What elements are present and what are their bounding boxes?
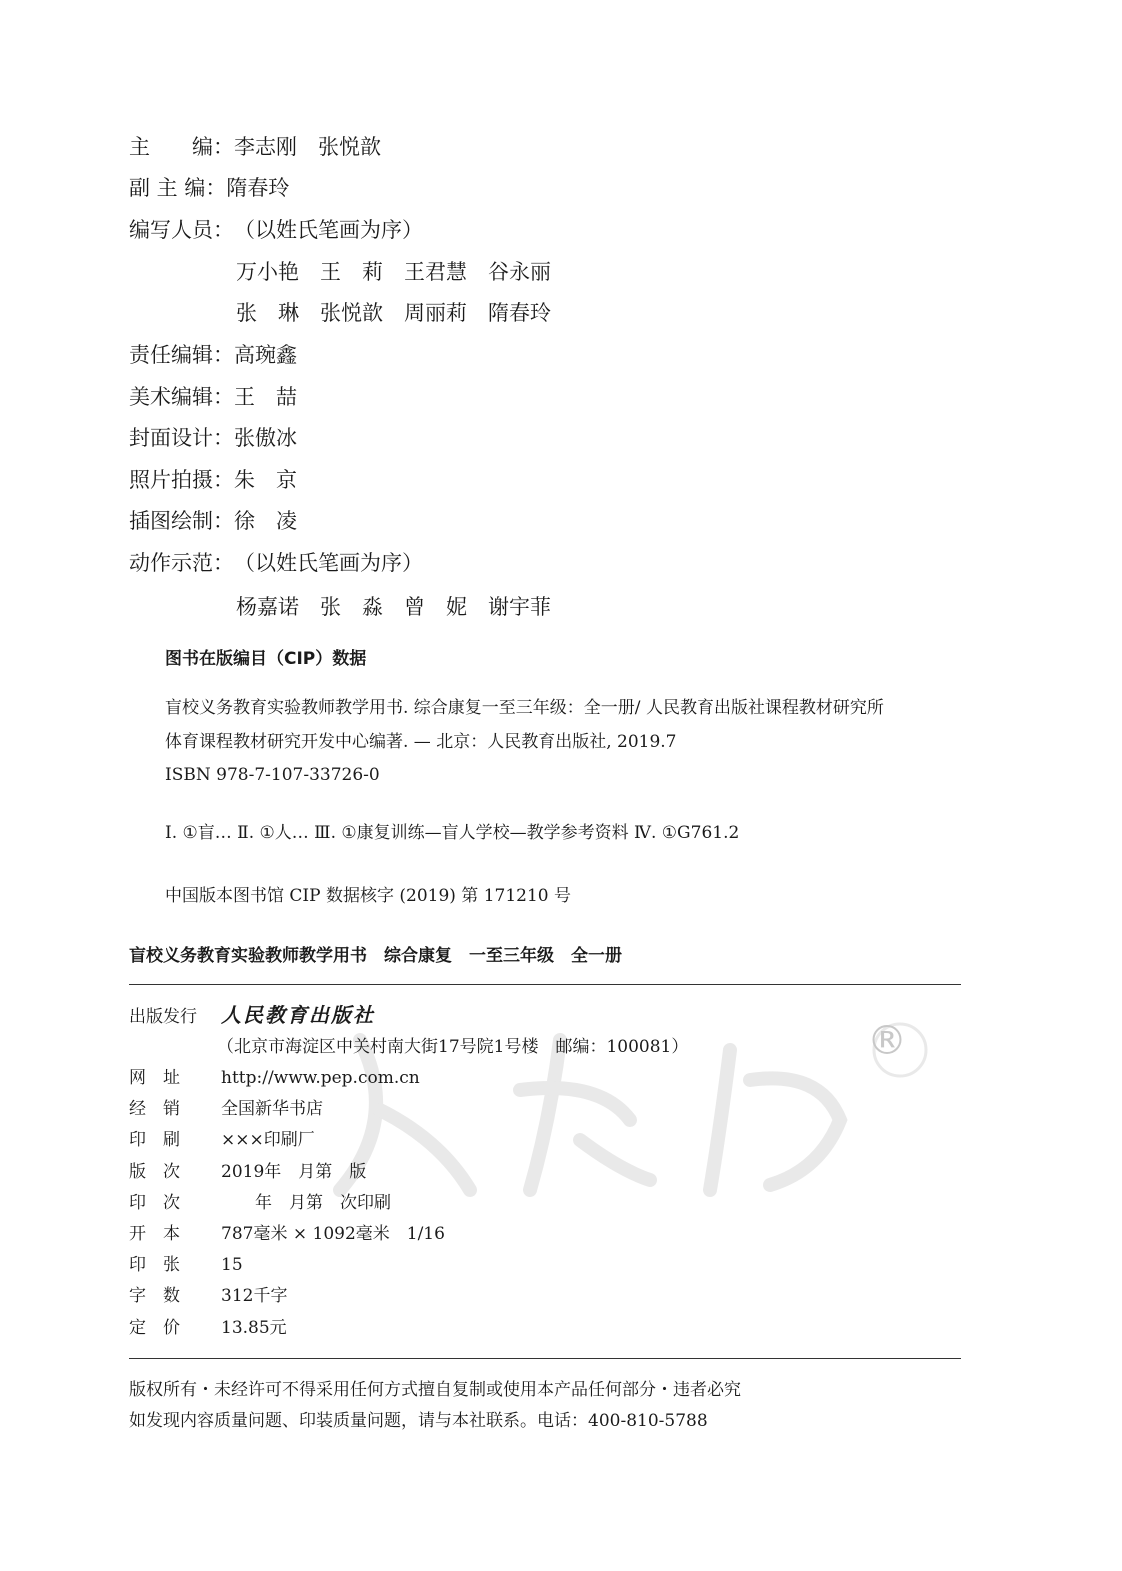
publisher-row bbox=[129, 1003, 375, 1029]
publication-row bbox=[129, 1097, 323, 1121]
publication-row bbox=[129, 1191, 391, 1215]
publication-row-value: 2019年 月第 版 bbox=[221, 1161, 367, 1182]
art-editor-value: 王 喆 bbox=[234, 385, 297, 409]
publication-row-value: http://www.pep.com.cn bbox=[221, 1068, 420, 1088]
series-title: 盲校义务教育实验教师教学用书 综合康复 一至三年级 全一册 bbox=[129, 946, 622, 966]
chief-editor-value: 李志刚 张悦歆 bbox=[234, 135, 381, 159]
publication-row bbox=[129, 1160, 366, 1184]
registered-mark-icon: ® bbox=[867, 1018, 907, 1064]
demonstration-row-1: 杨嘉诺 张 淼 曾 妮 谢宇菲 bbox=[236, 595, 551, 619]
publication-row-label: 版 次 bbox=[129, 1161, 180, 1182]
divider-bottom bbox=[129, 1358, 961, 1359]
art-editor-line bbox=[129, 383, 297, 411]
publication-row bbox=[129, 1222, 445, 1246]
publication-row-value: ×××印刷厂 bbox=[221, 1130, 315, 1151]
copyright-notice: 版权所有・未经许可不得采用任何方式擅自复制或使用本产品任何部分・违者必究 bbox=[129, 1380, 741, 1400]
writers-note: （以姓氏笔画为序） bbox=[234, 218, 423, 242]
publication-row-value: 13.85元 bbox=[221, 1317, 287, 1338]
publication-row-value: 年 月第 次印刷 bbox=[221, 1192, 391, 1213]
cip-heading: 图书在版编目（CIP）数据 bbox=[165, 649, 367, 669]
illustration-value: 徐 凌 bbox=[234, 509, 297, 533]
divider-top bbox=[129, 984, 961, 985]
cover-design-label: 封面设计： bbox=[129, 426, 234, 450]
publication-row-label: 网 址 bbox=[129, 1068, 180, 1088]
writers-line bbox=[129, 216, 423, 244]
contact-notice: 如发现内容质量问题、印装质量问题，请与本社联系。电话：400-810-5788 bbox=[129, 1411, 708, 1431]
publisher-address: （北京市海淀区中关村南大街17号院1号楼 邮编：100081） bbox=[217, 1037, 689, 1057]
responsible-editor-line bbox=[129, 341, 297, 369]
demonstration-label: 动作示范： bbox=[129, 551, 234, 575]
photography-line bbox=[129, 466, 297, 494]
publication-row-value: 全国新华书店 bbox=[221, 1099, 323, 1120]
writers-row-2: 张 琳 张悦歆 周丽莉 隋春玲 bbox=[236, 301, 551, 325]
cip-line-1: 盲校义务教育实验教师教学用书. 综合康复一至三年级：全一册/ 人民教育出版社课程教材研究所 bbox=[165, 698, 884, 718]
chief-editor-line bbox=[129, 133, 381, 161]
publication-row-value: 15 bbox=[221, 1255, 243, 1276]
photography-label: 照片拍摄： bbox=[129, 468, 234, 492]
illustration-line bbox=[129, 507, 297, 535]
publication-row bbox=[129, 1128, 315, 1152]
deputy-editor-value: 隋春玲 bbox=[226, 176, 290, 200]
publication-row-label: 定 价 bbox=[129, 1317, 180, 1338]
publisher-label: 出版发行 bbox=[129, 1007, 197, 1027]
photography-value: 朱 京 bbox=[234, 468, 297, 492]
cover-design-line bbox=[129, 424, 297, 452]
publication-row-label: 印 张 bbox=[129, 1255, 180, 1276]
publication-row-label: 开 本 bbox=[129, 1224, 180, 1244]
publication-row-label: 经 销 bbox=[129, 1099, 180, 1120]
publication-row bbox=[129, 1253, 243, 1277]
publication-row-value: 312千字 bbox=[221, 1286, 288, 1307]
demonstration-line bbox=[129, 549, 423, 577]
writers-row-1: 万小艳 王 莉 王君慧 谷永丽 bbox=[236, 260, 551, 284]
publication-row bbox=[129, 1284, 287, 1308]
responsible-editor-value: 高琬鑫 bbox=[234, 343, 297, 367]
illustration-label: 插图绘制： bbox=[129, 509, 234, 533]
art-editor-label: 美术编辑： bbox=[129, 385, 234, 409]
publication-row-label: 印 刷 bbox=[129, 1130, 180, 1151]
publication-row-value: 787毫米 × 1092毫米 1/16 bbox=[221, 1224, 445, 1244]
publication-row bbox=[129, 1066, 420, 1090]
deputy-editor-label: 副 主 编： bbox=[129, 176, 227, 200]
cip-line-2: 体育课程教材研究开发中心编著. — 北京：人民教育出版社, 2019.7 bbox=[165, 732, 677, 752]
watermark-logo bbox=[300, 1000, 940, 1200]
cip-classification: Ⅰ. ①盲… Ⅱ. ①人… Ⅲ. ①康复训练—盲人学校—教学参考资料 Ⅳ. ①G761.2 bbox=[165, 823, 740, 843]
publication-row bbox=[129, 1316, 287, 1340]
cover-design-value: 张傲冰 bbox=[234, 426, 297, 450]
deputy-editor-line bbox=[129, 174, 289, 202]
cip-record: 中国版本图书馆 CIP 数据核字 (2019) 第 171210 号 bbox=[165, 886, 572, 906]
writers-label: 编写人员： bbox=[129, 218, 234, 242]
publication-row-label: 字 数 bbox=[129, 1286, 180, 1307]
publication-row-label: 印 次 bbox=[129, 1192, 180, 1213]
responsible-editor-label: 责任编辑： bbox=[129, 343, 234, 367]
chief-editor-label: 主 编： bbox=[129, 135, 234, 159]
demonstration-note: （以姓氏笔画为序） bbox=[234, 551, 423, 575]
cip-isbn: ISBN 978-7-107-33726-0 bbox=[165, 765, 380, 785]
publisher-logo: 人民教育出版社 bbox=[221, 1003, 375, 1027]
